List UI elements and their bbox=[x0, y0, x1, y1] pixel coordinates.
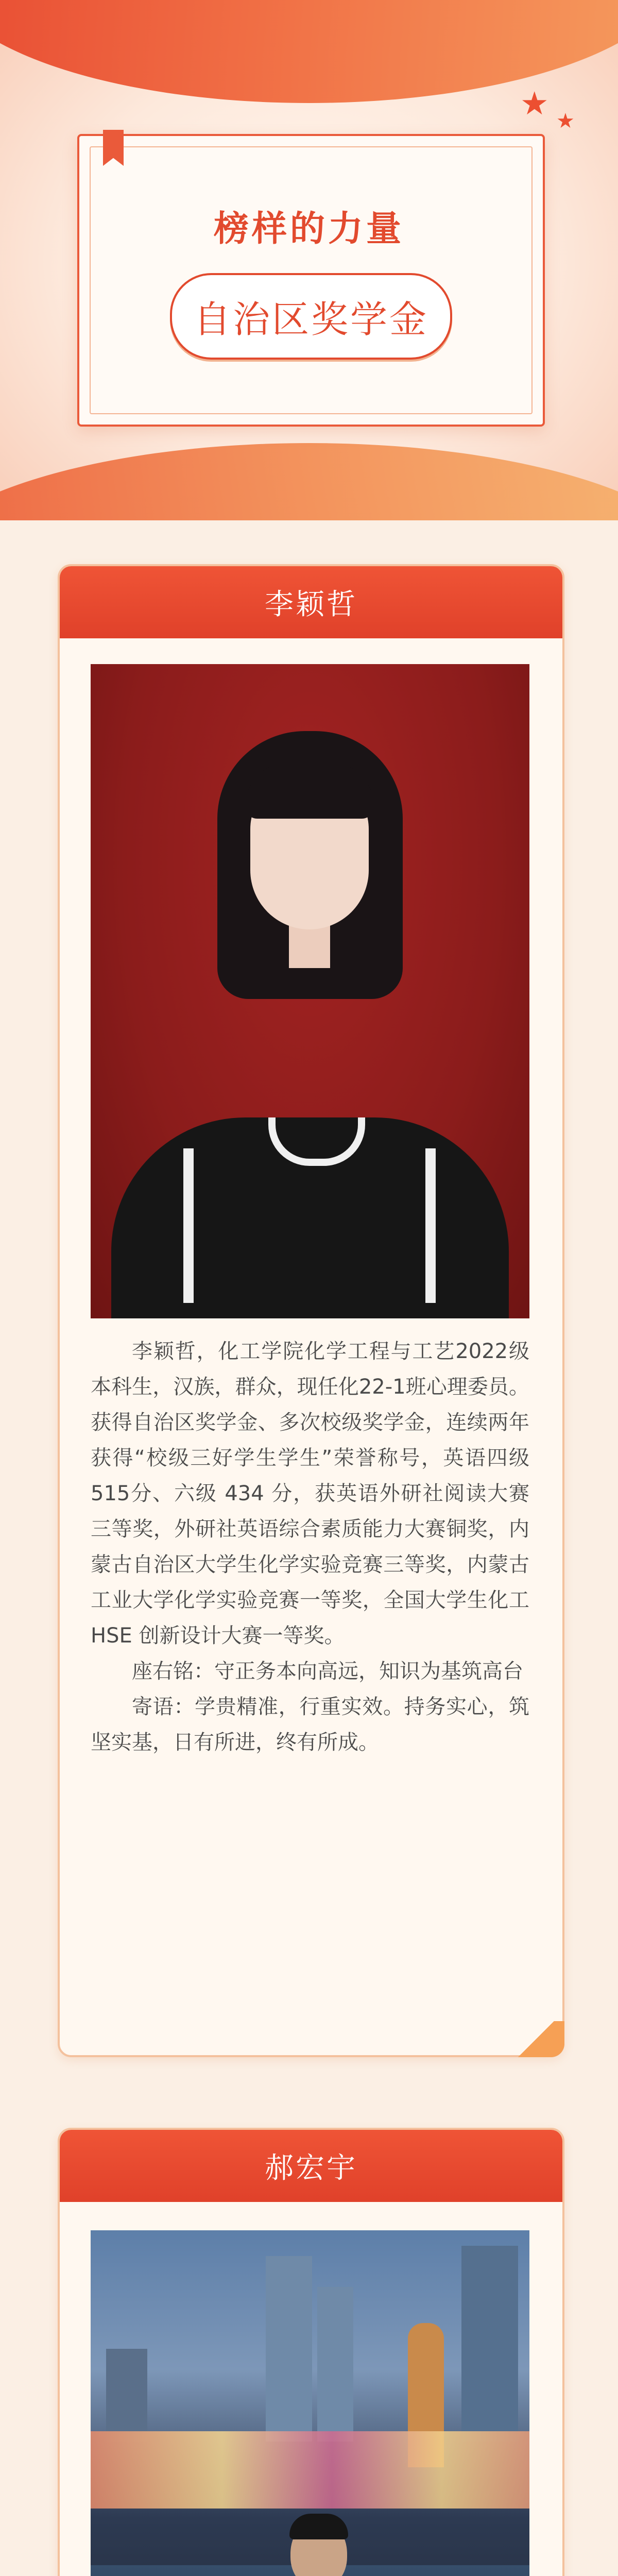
award-label: 自治区奖学金 bbox=[193, 298, 428, 341]
profile-card bbox=[58, 2128, 564, 2576]
profile-photo bbox=[91, 2230, 529, 2576]
page-title: 榜样的力量 bbox=[213, 209, 404, 249]
photo-building bbox=[461, 2246, 518, 2442]
hero-banner bbox=[0, 0, 618, 520]
photo-jacket-stripe bbox=[425, 1148, 436, 1303]
photo-person-hair bbox=[289, 2514, 348, 2539]
star-icon: ★ bbox=[556, 109, 575, 133]
photo-building bbox=[266, 2256, 312, 2442]
photo-building bbox=[106, 2349, 147, 2442]
star-icon: ★ bbox=[520, 84, 549, 122]
profile-header bbox=[60, 2130, 562, 2202]
photo-lit-buildings bbox=[91, 2431, 529, 2509]
profile-header bbox=[60, 566, 562, 638]
photo-bangs bbox=[245, 762, 374, 819]
profile-text bbox=[91, 1334, 529, 1760]
profile-motto: 座右铭：守正务本向高远，知识为基筑高台 bbox=[132, 1659, 523, 1683]
profile-card bbox=[58, 564, 564, 2057]
corner-decoration bbox=[508, 2021, 564, 2057]
profile-bio: 李颖哲，化工学院化学工程与工艺2022级本科生，汉族，群众，现任化22-1班心理委员。获得自治区奖学金、多次校级奖学金，连续两年获得“校级三好学生学生”荣誉称号，英语四级 515分、六级 434 分，获英语外研社阅读大赛三等奖，外研社英语综合素质能力大赛铜奖，内蒙古自治区大学生化学实验竞赛三等奖，内蒙古工业大学化学实验竞赛一等奖，全国大学生化工 HSE 创新设计大赛一等奖。 bbox=[91, 1340, 529, 1648]
award-badge bbox=[170, 273, 452, 360]
photo-building bbox=[317, 2287, 353, 2442]
profile-name: 郝宏宇 bbox=[265, 2151, 357, 2185]
profile-message: 寄语：学贵精准，行重实效。持务实心，筑坚实基，日有所进，终有所成。 bbox=[91, 1695, 529, 1754]
profile-photo bbox=[91, 664, 529, 1318]
profile-name: 李颖哲 bbox=[265, 588, 357, 621]
photo-jacket-stripe bbox=[183, 1148, 194, 1303]
decorative-swoosh bbox=[0, 443, 618, 520]
